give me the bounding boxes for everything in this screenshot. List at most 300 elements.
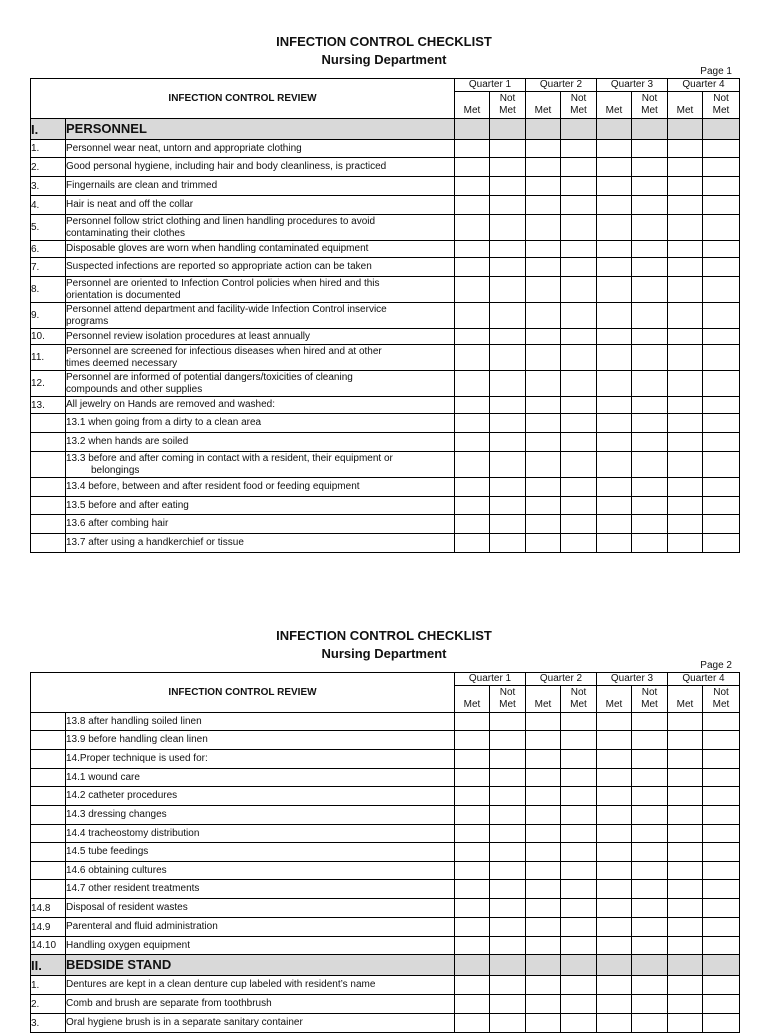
q2-not-met-cell[interactable] — [561, 414, 597, 433]
q3-met-cell[interactable] — [597, 843, 632, 862]
q1-met-cell[interactable] — [455, 995, 490, 1014]
q2-not-met-cell[interactable] — [561, 534, 597, 553]
q4-met-cell[interactable] — [668, 713, 703, 731]
q4-met-cell[interactable] — [668, 862, 703, 880]
q2-not-met-cell[interactable] — [561, 277, 597, 303]
item-number — [31, 713, 66, 731]
q1-met-cell[interactable] — [455, 825, 490, 843]
q2-met-cell[interactable] — [526, 918, 561, 937]
q3-not-met-cell[interactable] — [632, 976, 668, 995]
q4-not-met-cell[interactable] — [703, 976, 740, 995]
q1-not-met-cell[interactable] — [490, 843, 526, 862]
q1-not-met-cell[interactable] — [490, 806, 526, 825]
q2-met-cell[interactable] — [526, 899, 561, 918]
q1-met-cell[interactable] — [455, 862, 490, 880]
q2-met-cell[interactable] — [526, 215, 561, 241]
q1-not-met-cell[interactable] — [490, 731, 526, 750]
q2-met-cell[interactable] — [526, 731, 561, 750]
q3-not-met-cell[interactable] — [632, 534, 668, 553]
quarter-header: Quarter 1 — [455, 673, 526, 686]
q1-met-cell[interactable] — [455, 303, 490, 329]
q2-not-met-cell[interactable] — [561, 397, 597, 414]
q2-not-met-cell[interactable] — [561, 806, 597, 825]
q2-met-cell[interactable] — [526, 713, 561, 731]
q3-met-cell[interactable] — [597, 769, 632, 787]
q2-not-met-cell[interactable] — [561, 825, 597, 843]
q4-not-met-cell[interactable] — [703, 731, 740, 750]
q4-met-cell[interactable] — [668, 196, 703, 215]
q3-not-met-cell[interactable] — [632, 140, 668, 158]
q2-met-cell[interactable] — [526, 534, 561, 553]
q2-met-cell[interactable] — [526, 303, 561, 329]
q2-not-met-cell[interactable] — [561, 177, 597, 196]
q3-met-cell[interactable] — [597, 497, 632, 515]
q4-met-cell[interactable] — [668, 1014, 703, 1033]
q4-not-met-cell[interactable] — [703, 825, 740, 843]
q4-met-cell[interactable] — [668, 414, 703, 433]
q2-not-met-cell[interactable] — [561, 452, 597, 478]
q3-met-cell[interactable] — [597, 478, 632, 497]
q1-met-cell[interactable] — [455, 843, 490, 862]
q2-met-cell[interactable] — [526, 277, 561, 303]
q2-met-cell[interactable] — [526, 397, 561, 414]
q3-met-cell[interactable] — [597, 414, 632, 433]
q4-not-met-cell[interactable] — [703, 806, 740, 825]
q3-met-cell[interactable] — [597, 534, 632, 553]
q3-not-met-cell[interactable] — [632, 497, 668, 515]
q3-not-met-cell[interactable] — [632, 750, 668, 769]
q4-not-met-cell[interactable] — [703, 303, 740, 329]
q1-not-met-cell[interactable] — [490, 769, 526, 787]
q4-not-met-cell[interactable] — [703, 515, 740, 534]
q1-not-met-cell[interactable] — [490, 258, 526, 277]
q3-not-met-cell[interactable] — [632, 371, 668, 397]
q4-not-met-cell[interactable] — [703, 277, 740, 303]
q3-met-cell[interactable] — [597, 806, 632, 825]
q2-met-cell[interactable] — [526, 158, 561, 177]
q2-not-met-cell[interactable] — [561, 918, 597, 937]
q2-not-met-cell[interactable] — [561, 433, 597, 452]
q3-not-met-cell[interactable] — [632, 995, 668, 1014]
q3-met-cell[interactable] — [597, 713, 632, 731]
q4-met-cell[interactable] — [668, 899, 703, 918]
q2-met-cell[interactable] — [526, 880, 561, 899]
q2-not-met-cell[interactable] — [561, 258, 597, 277]
q3-not-met-cell[interactable] — [632, 277, 668, 303]
q1-not-met-cell[interactable] — [490, 414, 526, 433]
q3-not-met-cell[interactable] — [632, 397, 668, 414]
q1-met-cell[interactable] — [455, 277, 490, 303]
q2-met-cell[interactable] — [526, 843, 561, 862]
q4-not-met-cell[interactable] — [703, 880, 740, 899]
q2-met-cell[interactable] — [526, 329, 561, 345]
q2-met-cell[interactable] — [526, 177, 561, 196]
q3-not-met-cell[interactable] — [632, 433, 668, 452]
q1-met-cell[interactable] — [455, 976, 490, 995]
q1-met-cell[interactable] — [455, 880, 490, 899]
q4-met-cell[interactable] — [668, 329, 703, 345]
q1-not-met-cell[interactable] — [490, 241, 526, 258]
q3-met-cell[interactable] — [597, 825, 632, 843]
q1-not-met-cell[interactable] — [490, 177, 526, 196]
q1-met-cell[interactable] — [455, 397, 490, 414]
q4-not-met-cell[interactable] — [703, 937, 740, 955]
q4-met-cell[interactable] — [668, 345, 703, 371]
q3-not-met-cell[interactable] — [632, 345, 668, 371]
q1-not-met-cell[interactable] — [490, 787, 526, 806]
q1-met-cell[interactable] — [455, 258, 490, 277]
q4-met-cell[interactable] — [668, 787, 703, 806]
q1-not-met-cell[interactable] — [490, 303, 526, 329]
q2-met-cell[interactable] — [526, 976, 561, 995]
q3-not-met-cell[interactable] — [632, 215, 668, 241]
q3-not-met-cell[interactable] — [632, 937, 668, 955]
q2-not-met-cell[interactable] — [561, 345, 597, 371]
q1-met-cell[interactable] — [455, 177, 490, 196]
q1-not-met-cell[interactable] — [490, 497, 526, 515]
q4-met-cell[interactable] — [668, 371, 703, 397]
q4-not-met-cell[interactable] — [703, 862, 740, 880]
q2-not-met-cell[interactable] — [561, 976, 597, 995]
q1-not-met-cell[interactable] — [490, 277, 526, 303]
q2-not-met-cell[interactable] — [561, 478, 597, 497]
q1-met-cell[interactable] — [455, 241, 490, 258]
q2-not-met-cell[interactable] — [561, 158, 597, 177]
q1-met-cell[interactable] — [455, 534, 490, 553]
q2-met-cell[interactable] — [526, 241, 561, 258]
q2-not-met-cell[interactable] — [561, 731, 597, 750]
not-met-header — [703, 686, 740, 713]
q3-not-met-cell[interactable] — [632, 414, 668, 433]
q3-met-cell[interactable] — [597, 329, 632, 345]
q1-met-cell[interactable] — [455, 769, 490, 787]
q2-not-met-cell[interactable] — [561, 497, 597, 515]
q4-not-met-cell[interactable] — [703, 258, 740, 277]
q2-not-met-cell[interactable] — [561, 140, 597, 158]
q4-met-cell[interactable] — [668, 843, 703, 862]
q1-met-cell[interactable] — [455, 329, 490, 345]
q4-met-cell[interactable] — [668, 731, 703, 750]
item-text-line-2: belongings — [91, 464, 140, 476]
q1-not-met-cell[interactable] — [490, 976, 526, 995]
q3-not-met-cell[interactable] — [632, 452, 668, 478]
q3-met-cell[interactable] — [597, 371, 632, 397]
q2-met-cell[interactable] — [526, 995, 561, 1014]
q1-met-cell[interactable] — [455, 345, 490, 371]
q3-not-met-cell[interactable] — [632, 241, 668, 258]
q3-met-cell[interactable] — [597, 750, 632, 769]
q2-not-met-cell[interactable] — [561, 371, 597, 397]
q2-met-cell[interactable] — [526, 787, 561, 806]
q1-met-cell[interactable] — [455, 899, 490, 918]
q3-not-met-cell[interactable] — [632, 843, 668, 862]
q4-met-cell[interactable] — [668, 215, 703, 241]
q4-met-cell[interactable] — [668, 806, 703, 825]
q3-not-met-cell[interactable] — [632, 1014, 668, 1033]
q3-met-cell[interactable] — [597, 277, 632, 303]
q3-met-cell[interactable] — [597, 433, 632, 452]
q3-not-met-cell[interactable] — [632, 158, 668, 177]
q3-met-cell[interactable] — [597, 177, 632, 196]
q2-met-cell[interactable] — [526, 769, 561, 787]
q2-not-met-cell[interactable] — [561, 196, 597, 215]
q1-not-met-cell[interactable] — [490, 452, 526, 478]
q4-not-met-cell[interactable] — [703, 345, 740, 371]
q2-not-met-cell[interactable] — [561, 1014, 597, 1033]
q2-not-met-cell[interactable] — [561, 329, 597, 345]
q1-met-cell[interactable] — [455, 478, 490, 497]
q2-met-cell[interactable] — [526, 258, 561, 277]
q3-not-met-cell[interactable] — [632, 862, 668, 880]
q4-met-cell[interactable] — [668, 277, 703, 303]
q1-met-cell[interactable] — [455, 515, 490, 534]
checklist-row — [31, 731, 740, 750]
q3-met-cell[interactable] — [597, 258, 632, 277]
q1-not-met-cell[interactable] — [490, 899, 526, 918]
q3-not-met-cell[interactable] — [632, 880, 668, 899]
q4-not-met-cell[interactable] — [703, 241, 740, 258]
q1-not-met-cell[interactable] — [490, 937, 526, 955]
q4-met-cell[interactable] — [668, 918, 703, 937]
q3-met-cell[interactable] — [597, 158, 632, 177]
q1-not-met-cell[interactable] — [490, 1014, 526, 1033]
checklist-row — [31, 750, 740, 769]
q3-met-cell[interactable] — [597, 241, 632, 258]
q2-met-cell[interactable] — [526, 1014, 561, 1033]
q3-not-met-cell[interactable] — [632, 787, 668, 806]
q4-not-met-cell[interactable] — [703, 787, 740, 806]
q4-not-met-cell[interactable] — [703, 414, 740, 433]
q2-not-met-cell[interactable] — [561, 303, 597, 329]
q1-not-met-cell[interactable] — [490, 918, 526, 937]
q4-met-cell[interactable] — [668, 976, 703, 995]
q2-met-cell[interactable] — [526, 371, 561, 397]
q4-not-met-cell[interactable] — [703, 371, 740, 397]
q4-met-cell[interactable] — [668, 303, 703, 329]
q2-met-cell[interactable] — [526, 806, 561, 825]
q3-met-cell[interactable] — [597, 215, 632, 241]
q3-not-met-cell[interactable] — [632, 196, 668, 215]
q2-not-met-cell[interactable] — [561, 515, 597, 534]
q3-not-met-cell[interactable] — [632, 713, 668, 731]
q2-not-met-cell[interactable] — [561, 787, 597, 806]
q1-met-cell[interactable] — [455, 731, 490, 750]
q3-met-cell[interactable] — [597, 899, 632, 918]
q1-not-met-cell[interactable] — [490, 345, 526, 371]
q3-not-met-cell[interactable] — [632, 515, 668, 534]
q4-not-met-cell[interactable] — [703, 329, 740, 345]
met-label: Met — [534, 699, 552, 710]
q2-not-met-cell[interactable] — [561, 899, 597, 918]
q3-met-cell[interactable] — [597, 862, 632, 880]
q3-met-cell[interactable] — [597, 515, 632, 534]
q3-met-cell[interactable] — [597, 303, 632, 329]
q4-not-met-cell[interactable] — [703, 497, 740, 515]
q4-met-cell[interactable] — [668, 750, 703, 769]
q2-met-cell[interactable] — [526, 433, 561, 452]
q1-not-met-cell[interactable] — [490, 397, 526, 414]
q4-met-cell[interactable] — [668, 825, 703, 843]
q1-not-met-cell[interactable] — [490, 158, 526, 177]
q4-met-cell[interactable] — [668, 177, 703, 196]
q1-not-met-cell[interactable] — [490, 534, 526, 553]
q3-not-met-cell[interactable] — [632, 258, 668, 277]
q4-met-cell[interactable] — [668, 452, 703, 478]
q4-not-met-cell[interactable] — [703, 769, 740, 787]
q2-met-cell[interactable] — [526, 414, 561, 433]
q3-not-met-cell[interactable] — [632, 918, 668, 937]
q3-met-cell[interactable] — [597, 140, 632, 158]
q1-met-cell[interactable] — [455, 937, 490, 955]
section-filler — [703, 119, 740, 140]
q2-met-cell[interactable] — [526, 478, 561, 497]
q4-met-cell[interactable] — [668, 937, 703, 955]
q3-not-met-cell[interactable] — [632, 769, 668, 787]
q2-met-cell[interactable] — [526, 497, 561, 515]
q3-not-met-cell[interactable] — [632, 899, 668, 918]
q1-not-met-cell[interactable] — [490, 825, 526, 843]
q4-not-met-cell[interactable] — [703, 1014, 740, 1033]
q2-met-cell[interactable] — [526, 862, 561, 880]
q3-not-met-cell[interactable] — [632, 177, 668, 196]
q1-not-met-cell[interactable] — [490, 140, 526, 158]
q3-met-cell[interactable] — [597, 787, 632, 806]
q1-not-met-cell[interactable] — [490, 713, 526, 731]
q3-met-cell[interactable] — [597, 918, 632, 937]
q4-not-met-cell[interactable] — [703, 478, 740, 497]
q1-met-cell[interactable] — [455, 918, 490, 937]
q1-not-met-cell[interactable] — [490, 196, 526, 215]
q1-met-cell[interactable] — [455, 497, 490, 515]
q2-met-cell[interactable] — [526, 825, 561, 843]
q4-not-met-cell[interactable] — [703, 433, 740, 452]
q4-met-cell[interactable] — [668, 880, 703, 899]
q1-met-cell[interactable] — [455, 215, 490, 241]
q2-not-met-cell[interactable] — [561, 880, 597, 899]
q4-not-met-cell[interactable] — [703, 843, 740, 862]
q1-met-cell[interactable] — [455, 414, 490, 433]
q4-not-met-cell[interactable] — [703, 215, 740, 241]
q4-met-cell[interactable] — [668, 258, 703, 277]
q4-not-met-cell[interactable] — [703, 452, 740, 478]
q4-met-cell[interactable] — [668, 397, 703, 414]
q4-not-met-cell[interactable] — [703, 534, 740, 553]
q4-not-met-cell[interactable] — [703, 196, 740, 215]
q4-met-cell[interactable] — [668, 158, 703, 177]
q1-not-met-cell[interactable] — [490, 433, 526, 452]
q3-not-met-cell[interactable] — [632, 731, 668, 750]
q3-met-cell[interactable] — [597, 196, 632, 215]
q1-met-cell[interactable] — [455, 371, 490, 397]
q1-not-met-cell[interactable] — [490, 371, 526, 397]
q3-met-cell[interactable] — [597, 976, 632, 995]
item-text — [66, 241, 455, 258]
q2-met-cell[interactable] — [526, 196, 561, 215]
q1-met-cell[interactable] — [455, 713, 490, 731]
q1-met-cell[interactable] — [455, 787, 490, 806]
checklist-row — [31, 806, 740, 825]
q2-met-cell[interactable] — [526, 750, 561, 769]
q4-met-cell[interactable] — [668, 534, 703, 553]
q4-not-met-cell[interactable] — [703, 899, 740, 918]
q2-not-met-cell[interactable] — [561, 241, 597, 258]
q1-met-cell[interactable] — [455, 158, 490, 177]
q2-not-met-cell[interactable] — [561, 862, 597, 880]
q1-met-cell[interactable] — [455, 452, 490, 478]
q1-met-cell[interactable] — [455, 140, 490, 158]
q4-met-cell[interactable] — [668, 433, 703, 452]
q3-not-met-cell[interactable] — [632, 806, 668, 825]
q3-met-cell[interactable] — [597, 1014, 632, 1033]
q4-met-cell[interactable] — [668, 769, 703, 787]
q1-not-met-cell[interactable] — [490, 995, 526, 1014]
q3-not-met-cell[interactable] — [632, 329, 668, 345]
quarter-header: Quarter 1 — [455, 79, 526, 92]
section-filler — [490, 119, 526, 140]
q3-met-cell[interactable] — [597, 937, 632, 955]
q4-not-met-cell[interactable] — [703, 397, 740, 414]
q1-not-met-cell[interactable] — [490, 862, 526, 880]
q4-not-met-cell[interactable] — [703, 158, 740, 177]
q1-not-met-cell[interactable] — [490, 329, 526, 345]
q3-not-met-cell[interactable] — [632, 303, 668, 329]
q1-not-met-cell[interactable] — [490, 215, 526, 241]
q2-not-met-cell[interactable] — [561, 937, 597, 955]
q4-met-cell[interactable] — [668, 515, 703, 534]
q4-not-met-cell[interactable] — [703, 918, 740, 937]
q2-met-cell[interactable] — [526, 937, 561, 955]
q2-not-met-cell[interactable] — [561, 769, 597, 787]
q3-not-met-cell[interactable] — [632, 825, 668, 843]
q2-met-cell[interactable] — [526, 515, 561, 534]
q1-met-cell[interactable] — [455, 1014, 490, 1033]
q4-met-cell[interactable] — [668, 497, 703, 515]
q4-not-met-cell[interactable] — [703, 177, 740, 196]
q4-not-met-cell[interactable] — [703, 140, 740, 158]
q3-met-cell[interactable] — [597, 345, 632, 371]
q1-met-cell[interactable] — [455, 750, 490, 769]
q3-not-met-cell[interactable] — [632, 478, 668, 497]
q3-met-cell[interactable] — [597, 995, 632, 1014]
q1-not-met-cell[interactable] — [490, 515, 526, 534]
q3-met-cell[interactable] — [597, 880, 632, 899]
q2-not-met-cell[interactable] — [561, 995, 597, 1014]
q1-not-met-cell[interactable] — [490, 880, 526, 899]
q4-not-met-cell[interactable] — [703, 750, 740, 769]
q4-met-cell[interactable] — [668, 478, 703, 497]
q1-met-cell[interactable] — [455, 806, 490, 825]
q2-met-cell[interactable] — [526, 140, 561, 158]
q4-not-met-cell[interactable] — [703, 713, 740, 731]
q1-not-met-cell[interactable] — [490, 750, 526, 769]
q1-met-cell[interactable] — [455, 196, 490, 215]
q3-met-cell[interactable] — [597, 452, 632, 478]
q4-met-cell[interactable] — [668, 995, 703, 1014]
q4-met-cell[interactable] — [668, 140, 703, 158]
q2-not-met-cell[interactable] — [561, 713, 597, 731]
q4-not-met-cell[interactable] — [703, 995, 740, 1014]
q2-met-cell[interactable] — [526, 452, 561, 478]
q2-not-met-cell[interactable] — [561, 215, 597, 241]
q2-met-cell[interactable] — [526, 345, 561, 371]
q3-met-cell[interactable] — [597, 397, 632, 414]
q4-met-cell[interactable] — [668, 241, 703, 258]
q2-not-met-cell[interactable] — [561, 843, 597, 862]
q1-met-cell[interactable] — [455, 433, 490, 452]
q3-met-cell[interactable] — [597, 731, 632, 750]
q1-not-met-cell[interactable] — [490, 478, 526, 497]
q2-not-met-cell[interactable] — [561, 750, 597, 769]
